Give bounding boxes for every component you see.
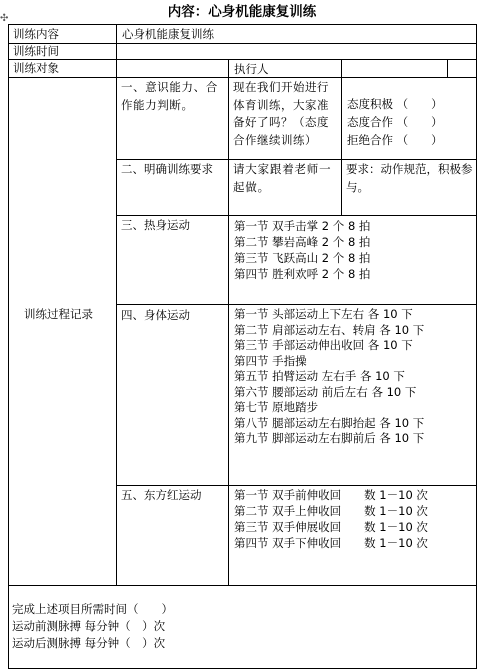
section-name: 五、东方红运动 [121,488,202,502]
warmup-list [234,218,370,282]
option-active: 态度积极 （ ） [347,97,443,111]
content-label: 训练内容 [13,27,59,41]
list-item: 第三节 手部运动伸出收回 各 10 下 [234,338,413,352]
footer-line-time: 完成上述项目所需时间（ ） [12,602,173,616]
list-item: 第三节 飞跃高山 2 个 8 拍 [234,251,371,265]
footer-divider [8,585,477,586]
list-item: 第九节 脚部运动左右脚前后 各 10 下 [234,431,425,445]
section-name: 三、热身运动 [121,218,190,232]
list-item: 第一节 头部运动上下左右 各 10 下 [234,307,413,321]
section-executor-script: 现在我们开始进行体育训练，大家准备好了吗？（态度合作继续训练） [233,80,329,147]
attitude-options [347,95,443,149]
section-divider [116,159,477,160]
row-divider [8,59,477,60]
option-refuse: 拒绝合作 （ ） [347,133,443,147]
list-item: 第七节 原地踏步 [234,400,319,414]
list-item: 第六节 腰部运动 前后左右 各 10 下 [234,384,417,399]
time-label: 训练时间 [13,44,59,58]
header-cell-divider [447,59,448,77]
footer-line-pulse-before: 运动前测脉搏 每分钟（ ）次 [12,619,166,633]
section-name: 四、身体运动 [121,308,190,322]
section-executor-script: 请大家跟着老师一起做。 [233,162,332,194]
section-divider [116,304,477,305]
footer-notes [12,601,173,652]
form-title: 内容：心身机能康复训练 [167,4,317,20]
dongfanghong-list [234,487,428,551]
body-exercise-list [234,307,424,447]
section-divider [116,215,477,216]
executor-column-divider [228,59,229,585]
left-border [8,24,9,669]
list-item: 第八节 腿部运动左右脚抬起 各 10 下 [234,415,425,430]
process-record-label: 训练过程记录 [24,307,93,321]
top-border [8,24,477,25]
target-label: 训练对象 [13,61,59,75]
list-item: 第二节 攀岩高峰 2 个 8 拍 [234,235,371,249]
right-border [476,24,477,669]
list-item: 第四节 手指操 [234,353,307,368]
list-item: 第四节 双手下伸收回 数 1－10 次 [234,536,428,550]
row-divider [8,77,477,78]
list-item: 第三节 双手伸展收回 数 1－10 次 [234,520,428,534]
section-divider [116,485,477,486]
list-item: 第二节 双手上伸收回 数 1－10 次 [234,504,428,518]
section-name: 二、明确训练要求 [121,162,213,176]
row-divider [8,43,477,44]
option-column-divider [341,59,342,215]
list-item: 第四节 胜利欢呼 2 个 8 拍 [234,267,371,281]
bottom-border [8,668,477,669]
footer-line-pulse-after: 运动后测脉搏 每分钟（ ）次 [12,636,166,650]
option-cooperative: 态度合作 （ ） [347,115,443,129]
anchor-handle-icon: ✣ [0,13,9,24]
section-requirement: 要求：动作规范，积极参与。 [346,162,473,194]
section-name: 一、意识能力、合作能力判断。 [121,80,218,112]
executor-label: 执行人 [234,62,269,76]
list-item: 第二节 肩部运动左右、转肩 各 10 下 [234,322,425,337]
content-value: 心身机能康复训练 [122,27,214,41]
list-item: 第五节 拍臂运动 左右手 各 10 下 [234,369,405,383]
list-item: 第一节 双手击掌 2 个 8 拍 [234,219,371,233]
list-item: 第一节 双手前伸收回 数 1－10 次 [234,488,428,502]
